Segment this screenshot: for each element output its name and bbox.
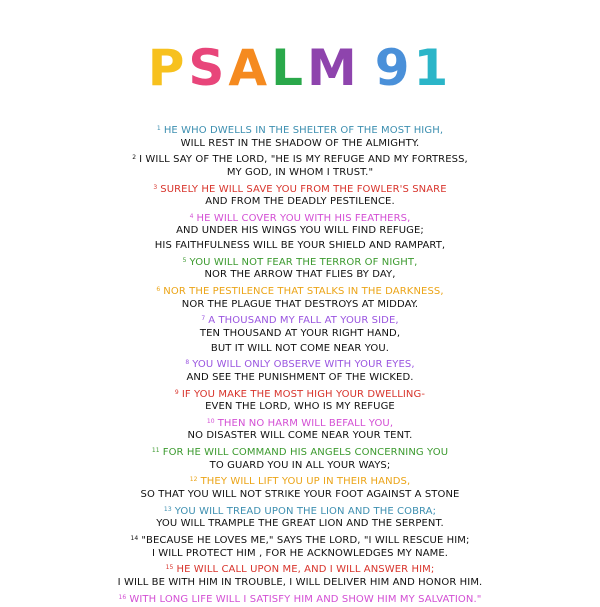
verse-text: MY GOD, IN WHOM I TRUST." (226, 166, 374, 178)
verse-number: 1 (156, 125, 161, 132)
poem-line (0, 210, 600, 225)
poem-line (0, 444, 600, 459)
poem-line (0, 517, 600, 532)
poem-line (0, 342, 600, 357)
poem-line (0, 591, 600, 606)
verse-number: 3 (153, 183, 158, 191)
verse-text: HIS FAITHFULNESS WILL BE YOUR SHIELD AND RAMPART, (154, 240, 446, 252)
verse-text: I WILL PROTECT HIM , FOR HE ACKNOWLEDGES MY NAME. (151, 547, 449, 559)
verse-text: YOU WILL TREAD UPON THE LION AND THE COBRA; (174, 505, 437, 517)
verse-text: HE WILL CALL UPON ME, AND I WILL ANSWER HIM; (176, 564, 435, 576)
poem-line (0, 503, 600, 518)
verse-text: IF YOU MAKE THE MOST HIGH YOUR DWELLING- (181, 388, 426, 400)
verse-text: NO DISASTER WILL COME NEAR YOUR TENT. (187, 430, 413, 442)
title-letter: 1 (413, 39, 453, 97)
verse-text: AND UNDER HIS WINGS YOU WILL FIND REFUGE; (176, 225, 424, 237)
poem-line (0, 268, 600, 283)
poem-line (0, 473, 600, 488)
verse-text: HE WHO DWELLS IN THE SHELTER OF THE MOST HIGH, (163, 125, 444, 136)
verse-number: 6 (156, 286, 161, 294)
poem-line (0, 459, 600, 474)
poem-line (0, 386, 600, 401)
title-letter: S (188, 39, 229, 97)
verse-text: TEN THOUSAND AT YOUR RIGHT HAND, (199, 327, 401, 339)
verse-number: 10 (206, 417, 215, 425)
poem-line (0, 137, 600, 152)
verse-number: 15 (165, 564, 174, 572)
poem-line (0, 312, 600, 327)
poem-line (0, 532, 600, 547)
poem-line (0, 195, 600, 210)
poem-line (0, 561, 600, 576)
verse-text: BUT IT WILL NOT COME NEAR YOU. (210, 342, 390, 354)
title-letter: P (147, 39, 189, 97)
verse-number: 16 (118, 593, 127, 601)
poem-line (0, 122, 600, 137)
verse-number: 11 (151, 447, 160, 455)
poem-line (0, 327, 600, 342)
verse-number: 4 (189, 212, 194, 220)
verse-text: EVEN THE LORD, WHO IS MY REFUGE (205, 401, 395, 413)
title-letter: M (306, 39, 361, 97)
poem-line (0, 298, 600, 313)
poem-line (0, 429, 600, 444)
poem-line (0, 415, 600, 430)
poem-line (0, 151, 600, 166)
verse-text: FOR HE WILL COMMAND HIS ANGELS CONCERNING YOU (162, 447, 449, 459)
verse-text: YOU WILL TRAMPLE THE GREAT LION AND THE SERPENT. (156, 518, 444, 530)
verse-number: 9 (174, 388, 179, 396)
verse-text: SURELY HE WILL SAVE YOU FROM THE FOWLER'S SNARE (160, 183, 447, 195)
verse-number: 2 (132, 154, 137, 162)
poem-line (0, 254, 600, 269)
title-letter: L (271, 39, 307, 97)
poem-line (0, 488, 600, 503)
verse-number: 8 (185, 359, 190, 367)
poem-line (0, 283, 600, 298)
verse-text: THEN NO HARM WILL BEFALL YOU, (217, 417, 394, 429)
poem-line (0, 239, 600, 254)
verse-number: 13 (163, 505, 172, 513)
verse-text: YOU WILL NOT FEAR THE TERROR OF NIGHT, (189, 256, 418, 268)
poem-line (0, 166, 600, 181)
verse-text: WILL REST IN THE SHADOW OF THE ALMIGHTY. (180, 137, 420, 149)
verse-text: WITH LONG LIFE WILL I SATISFY HIM AND SHOW HIM MY SALVATION." (129, 593, 482, 605)
verse-number: 7 (201, 315, 206, 323)
poem-line (0, 371, 600, 386)
poem-body (0, 122, 600, 605)
title-letter: 9 (374, 39, 414, 97)
poem-line (0, 356, 600, 371)
poem-line (0, 400, 600, 415)
verse-text: I WILL SAY OF THE LORD, "HE IS MY REFUGE AND MY FORTRESS, (139, 154, 468, 166)
verse-number: 5 (182, 256, 187, 264)
verse-text: AND FROM THE DEADLY PESTILENCE. (205, 196, 395, 208)
verse-text: TO GUARD YOU IN ALL YOUR WAYS; (209, 459, 391, 471)
verse-text: AND SEE THE PUNISHMENT OF THE WICKED. (186, 371, 414, 383)
verse-text: NOR THE PESTILENCE THAT STALKS IN THE DARKNESS, (163, 286, 444, 298)
verse-text: NOR THE PLAGUE THAT DESTROYS AT MIDDAY. (181, 298, 419, 310)
poem-line (0, 181, 600, 196)
page-title (0, 40, 600, 96)
verse-text: YOU WILL ONLY OBSERVE WITH YOUR EYES, (192, 359, 415, 371)
verse-text: THEY WILL LIFT YOU UP IN THEIR HANDS, (200, 476, 411, 488)
verse-text: NOR THE ARROW THAT FLIES BY DAY, (204, 269, 396, 281)
verse-text: SO THAT YOU WILL NOT STRIKE YOUR FOOT AGAINST A STONE (140, 489, 460, 501)
title-letter: A (228, 39, 272, 97)
poem-line (0, 576, 600, 591)
poem-line (0, 224, 600, 239)
verse-text: "BECAUSE HE LOVES ME," SAYS THE LORD, "I WILL RESCUE HIM; (141, 534, 470, 546)
verse-text: A THOUSAND MY FALL AT YOUR SIDE, (208, 315, 399, 327)
verse-text: I WILL BE WITH HIM IN TROUBLE, I WILL DELIVER HIM AND HONOR HIM. (117, 576, 483, 588)
verse-text: HE WILL COVER YOU WITH HIS FEATHERS, (196, 212, 411, 224)
verse-number: 12 (189, 476, 198, 484)
verse-number: 14 (130, 534, 139, 542)
poem-line (0, 547, 600, 562)
